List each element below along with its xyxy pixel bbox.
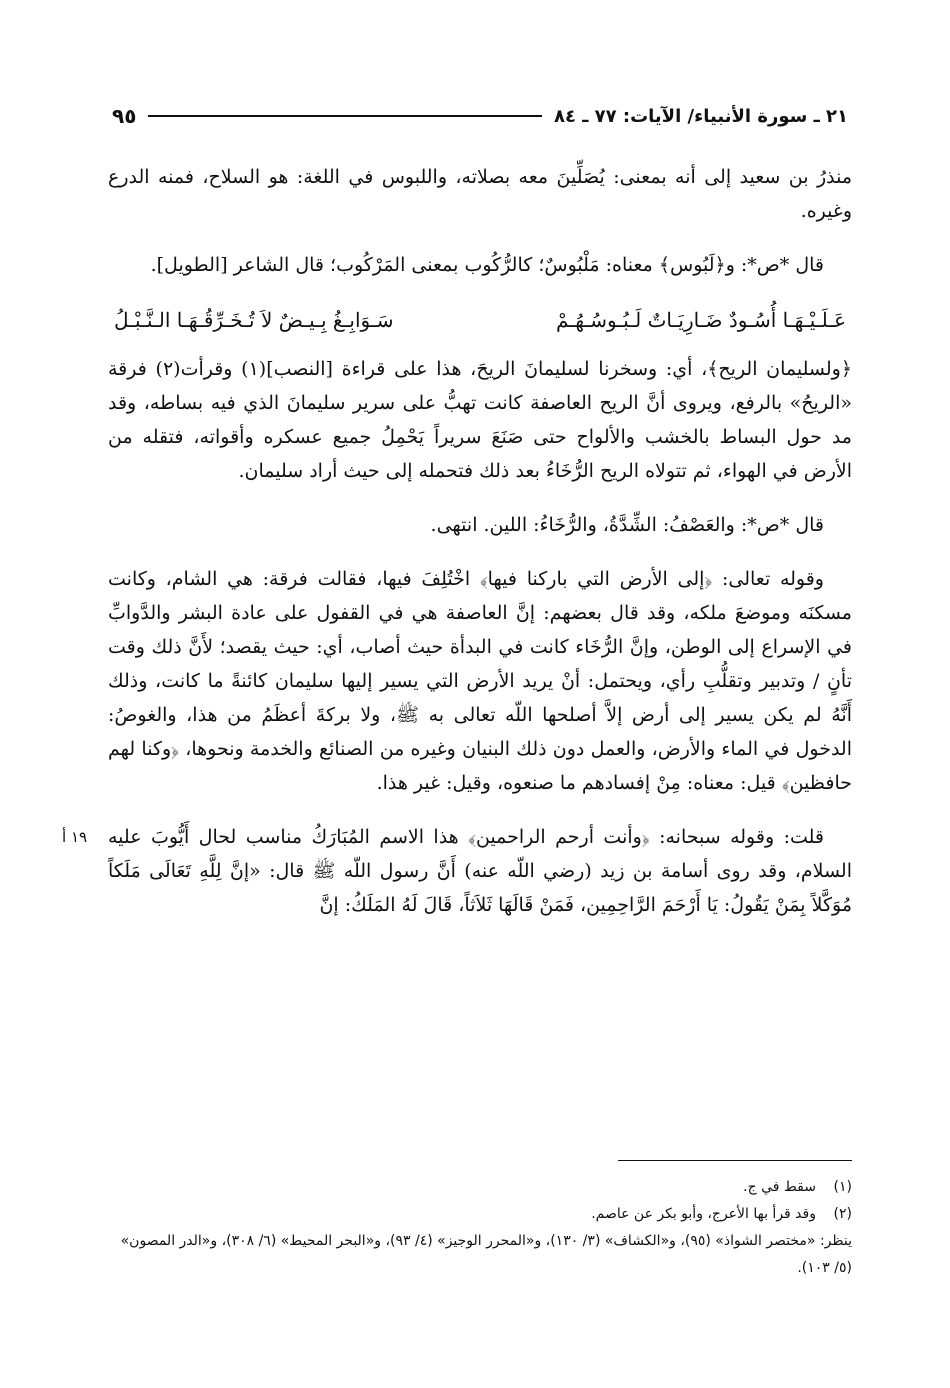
footnote-1 [108,1174,852,1201]
footnote-text: وقد قرأ بها الأعرج، وأبو بكر عن عاصم. [591,1206,816,1222]
verse-first-hemistich: عَـلَـيْـهَـا أُسُـودٌ ضَـارِيَـاتٌ لَـبُـوسُـهُـمْ [556,308,846,332]
footnote-number: (١) [833,1179,852,1195]
footnote-text: سقط في ج. [743,1179,816,1195]
page-number: ٩٥ [112,104,137,128]
footnote-rule [618,1160,852,1161]
paragraph-1: منذرُ بن سعيد إلى أنه بمعنى: يُصَلِّينَ معه بصلاته، واللبوس في اللغة: هو السلاح، فمنه الدرع وغيره. [108,166,852,222]
paragraph-6: قلت: وقوله سبحانه: ﴿وأنت أرحم الراحمين﴾ هذا الاسم المُبَارَكُ مناسب لحال أَيُّوبَ عليه السلام، وقد روى أسامة بن زيد (رضي اللّه عنه) أَنَّ رسول اللّه ﷺ قال: «إنَّ لِلَّهِ تَعَالَى مَلَكاً مُوَكَّلاً بِمَنْ يَقُولُ: يَا أَرْحَمَ الرَّاحِمِين، فَمَنْ قَالَهَا ثَلاَثاً، قَالَ لَهُ المَلَكُ: إنَّ [108,826,852,916]
header-rule [148,115,542,117]
body-text [108,160,852,942]
paragraph-2: قال *ص*: و﴿لَبُوس﴾ معناه: مَلْبُوسٌ؛ كالرُّكُوب بمعنى المَرْكُوب؛ قال الشاعر [الطويل]. [150,254,824,276]
running-title: ٢١ ـ سورة الأنبياء/ الآيات: ٧٧ ـ ٨٤ [553,105,848,127]
paragraph-5: وقوله تعالى: ﴿إلى الأرض التي باركنا فيها﴾ اخْتُلِفَ فيها، فقالت فرقة: هي الشام، وكانت مسكنَه وموضعَ ملكه، وقد قال بعضهم: إنَّ العاصفة هي في القفول على عادة البشر والدَّوابِّ في الإسراع إلى الوطن، وإنَّ الرُّخَاء كانت في البدأة حيث أصاب، أي: حيث يقصد؛ لأَنَّ ذلك وقت تأنٍ / وتدبير وتقلُّبِ رأي، ويحتمل: أنْ يريد الأرض التي يسير إليها سليمان كائنةً ما كانت، وذلك أَنَّهُ لم يكن يسير إلى أرض إلاَّ أصلحها اللّه تعالى به ﷺ، ولا بركةَ أعظَمُ من هذا، والغوصُ: الدخول في الماء والأرض، والعمل دون ذلك البنيان وغيره من الصنائع والخدمة ونحوها، ﴿وكنا لهم حافظين﴾ قيل: معناه: مِنْ إفسادهم ما صنعوه، وقيل: غير هذا. [108,568,852,794]
footnote-number: (٢) [833,1206,852,1222]
paragraph-3: ﴿ولسليمان الريح﴾، أي: وسخرنا لسليمانَ الريحَ، هذا على قراءة [النصب](١) وقرأت(٢) فرقة «الريحُ» بالرفع، ويروى أنَّ الريح العاصفة كانت تهبُّ على سرير سليمانَ الذي فيه بساطه، وقد مد حول البساط بالخشب والألواح حتى صَنَعَ سريراً يَحْمِلُ جميع عسكره وأقواته، فتقله من الأرض في الهواء، ثم تتولاه الريح الرُّخَاءُ بعد ذلك فتحمله إلى حيث أراد سليمان. [108,358,852,482]
footnotes [108,1174,852,1282]
poetry-verse [108,302,852,338]
manuscript-folio-note: ١٩ أ [62,828,88,846]
footnote-2-continuation: ينظر: «مختصر الشواذ» (٩٥)، و«الكشاف» (٣/ ١٣٠)، و«المحرر الوجيز» (٤/ ٩٣)، و«البحر المحيط» (٦/ ٣٠٨)، و«الدر المصون» (٥/ ١٠٣). [120,1233,852,1276]
verse-second-hemistich: سَـوَابِـغُ بِـيـضٌ لاَ تُـخَـرِّقُـهَـا الـنَّـبْـلُ [114,308,394,332]
footnote-2 [108,1201,852,1228]
page-header [112,96,848,136]
paragraph-4: قال *ص*: والعَصْفُ: الشِّدَّةُ، والرُّخَاءُ: اللين. انتهى. [430,514,824,536]
